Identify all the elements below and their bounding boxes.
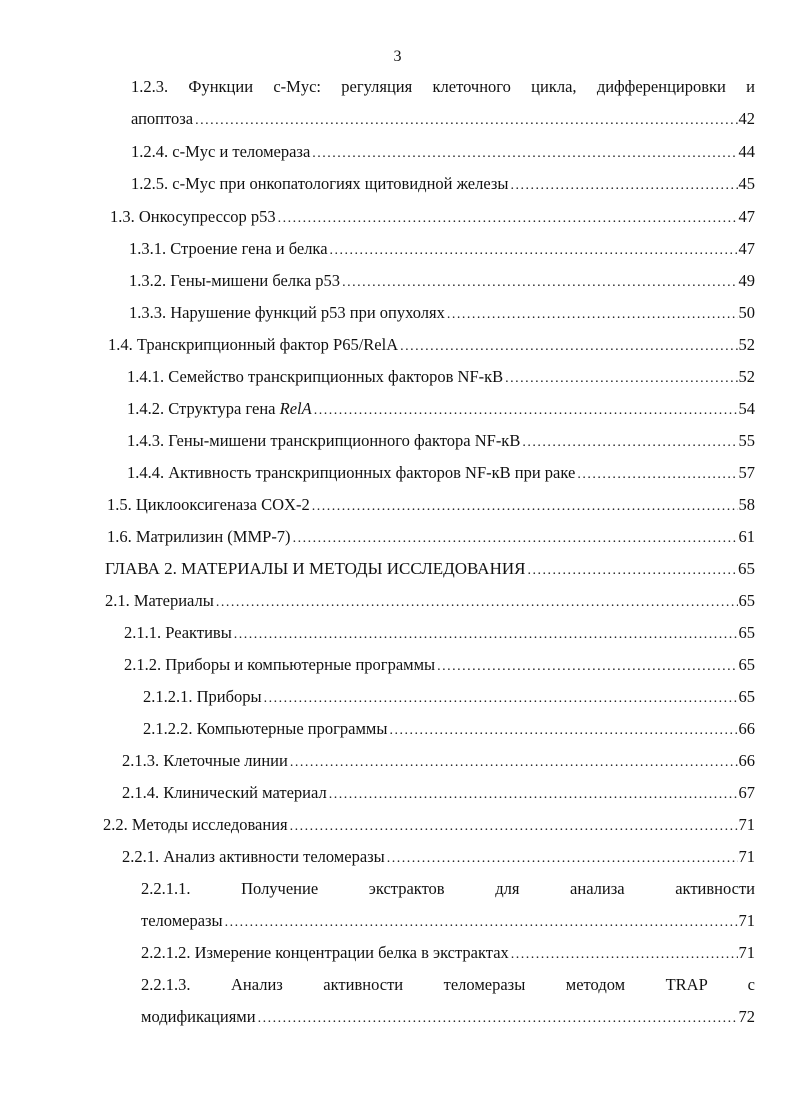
toc-page-number: 54: [738, 399, 755, 418]
toc-entry-text: 1.2.4. c-Myc и теломераза: [131, 142, 311, 161]
toc-entry-text: 1.4.4. Активность транскрипционных факторов NF-кB при раке: [127, 463, 576, 482]
toc-entry-2-2-1-2[interactable]: [141, 940, 755, 966]
toc-entry-text: 1.3. Онкосупрессор p53: [110, 207, 276, 226]
toc-entry-1-2-3-cont[interactable]: [131, 106, 755, 132]
dot-leader: [577, 462, 737, 488]
toc-entry-2-1[interactable]: [105, 588, 755, 614]
dot-leader: [293, 526, 738, 552]
toc-entry-text: теломеразы: [141, 911, 223, 930]
toc-entry-1-4-4[interactable]: [127, 460, 755, 486]
toc-page-number: 65: [738, 623, 755, 642]
dot-leader: [342, 270, 737, 296]
toc-entry-1-3-1[interactable]: [129, 236, 755, 262]
toc-entry-text: 1.4.3. Гены-мишени транскрипционного фактора NF-кB: [127, 431, 521, 450]
toc-entry-1-6[interactable]: [107, 524, 755, 550]
toc-entry-text: 1.2.5. c-Myc при онкопатологиях щитовидной железы: [131, 174, 509, 193]
dot-leader: [400, 334, 737, 360]
toc-page-number: 65: [738, 559, 755, 578]
toc-entry-text: 1.4.2. Структура гена RelA: [127, 399, 312, 418]
toc-entry-2-2[interactable]: [103, 812, 755, 838]
toc-page-number: 52: [738, 367, 755, 386]
dot-leader: [522, 430, 737, 456]
toc-entry-2-2-1-1-cont[interactable]: [141, 908, 755, 934]
toc-page-number: 72: [738, 1007, 755, 1026]
toc-entry-text: 2.1.4. Клинический материал: [122, 783, 327, 802]
toc-entry-2-2-1-3: [141, 972, 755, 998]
dot-leader: [278, 206, 738, 232]
toc-page-number: 50: [738, 303, 755, 322]
toc-page-number: 52: [738, 335, 755, 354]
toc-page-number: 65: [738, 655, 755, 674]
toc-entry-text: модификациями: [141, 1007, 256, 1026]
toc-entry-text: апоптоза: [131, 109, 194, 128]
toc-page-number: 47: [738, 239, 755, 258]
toc-page-number: 61: [738, 527, 755, 546]
toc-page-number: 45: [738, 174, 755, 193]
toc-entry-2-1-3[interactable]: [122, 748, 755, 774]
toc-page-number: 66: [738, 719, 755, 738]
dot-leader: [437, 654, 737, 680]
toc-entry-1-4[interactable]: [108, 332, 755, 358]
toc-entry-text: 1.6. Матрилизин (MMP-7): [107, 527, 291, 546]
dot-leader: [290, 814, 738, 840]
toc-entry-2-1-1[interactable]: [124, 620, 755, 646]
toc-entry-1-3-2[interactable]: [129, 268, 755, 294]
toc-page-number: 71: [738, 943, 755, 962]
dot-leader: [195, 108, 737, 134]
dot-leader: [314, 398, 738, 424]
toc-entry-text: ГЛАВА 2. МАТЕРИАЛЫ И МЕТОДЫ ИССЛЕДОВАНИЯ: [105, 559, 526, 578]
toc-entry-text: 2.2.1.2. Измерение концентрации белка в экстрактах: [141, 943, 509, 962]
toc-page-number: 67: [738, 783, 755, 802]
toc-page-number: 71: [738, 815, 755, 834]
toc-page-number: 47: [738, 207, 755, 226]
toc-entry-1-4-1[interactable]: [127, 364, 755, 390]
toc-entry-text: 1.3.1. Строение гена и белка: [129, 239, 328, 258]
toc-entry-2-2-1-3-cont[interactable]: [141, 1004, 755, 1030]
toc-entry-text: 2.1.2. Приборы и компьютерные программы: [124, 655, 436, 674]
toc-page-number: 49: [738, 271, 755, 290]
dot-leader: [290, 750, 738, 776]
toc-entry-2-1-4[interactable]: [122, 780, 755, 806]
toc-page-number: 66: [738, 751, 755, 770]
toc-page-number: 71: [738, 911, 755, 930]
dot-leader: [234, 622, 738, 648]
dot-leader: [527, 558, 737, 584]
dot-leader: [389, 718, 737, 744]
dot-leader: [225, 910, 738, 936]
toc-entry-2-2-1-1: [141, 876, 755, 902]
dot-leader: [258, 1006, 738, 1032]
dot-leader: [510, 173, 737, 199]
dot-leader: [387, 846, 738, 872]
dot-leader: [511, 942, 738, 968]
toc-entry-text: 2.1.2.1. Приборы: [143, 687, 262, 706]
page-number: 3: [393, 48, 402, 65]
toc-page-number: 65: [738, 687, 755, 706]
toc-entry-1-2-4[interactable]: [131, 139, 755, 165]
toc-entry-1-5[interactable]: [107, 492, 755, 518]
toc-entry-1-4-3[interactable]: [127, 428, 755, 454]
toc-entry-text: 2.2.1. Анализ активности теломеразы: [122, 847, 385, 866]
toc-entry-1-3[interactable]: [110, 204, 755, 230]
toc-entry-text: 1.3.3. Нарушение функций p53 при опухолях: [129, 303, 445, 322]
toc-page-number: 57: [738, 463, 755, 482]
toc-entry-text: 2.2.1.1. Получение экстрактов для анализа активности: [141, 879, 755, 898]
toc-entry-2-1-2-2[interactable]: [143, 716, 755, 742]
toc-page-number: 58: [738, 495, 755, 514]
toc-entry-1-2-5[interactable]: [131, 171, 755, 197]
dot-leader: [329, 782, 738, 808]
toc-entry-1-4-2[interactable]: [127, 396, 755, 422]
dot-leader: [447, 302, 738, 328]
dot-leader: [330, 238, 738, 264]
dot-leader: [216, 590, 738, 616]
toc-entry-chapter-2[interactable]: [105, 556, 755, 582]
toc-entry-text: 1.4.1. Семейство транскрипционных факторов NF-кB: [127, 367, 504, 386]
dot-leader: [505, 366, 737, 392]
toc-page-number: 42: [738, 109, 755, 128]
toc-entry-text: 2.1.3. Клеточные линии: [122, 751, 288, 770]
toc-entry-2-1-2[interactable]: [124, 652, 755, 678]
toc-entry-text: 2.2. Методы исследования: [103, 815, 288, 834]
toc-entry-text: 1.5. Циклооксигеназа COX-2: [107, 495, 310, 514]
dot-leader: [312, 141, 737, 167]
toc-entry-text: 1.3.2. Гены-мишени белка p53: [129, 271, 341, 290]
dot-leader: [312, 494, 738, 520]
toc-page-number: 65: [738, 591, 755, 610]
gene-name-italic: RelA: [279, 399, 312, 418]
toc-entry-text: 2.2.1.3. Анализ активности теломеразы методом TRAP с: [141, 975, 755, 994]
table-of-contents: [0, 74, 795, 1074]
dot-leader: [264, 686, 738, 712]
toc-page-number: 71: [738, 847, 755, 866]
toc-entry-2-2-1[interactable]: [122, 844, 755, 870]
toc-entry-text: 2.1.1. Реактивы: [124, 623, 232, 642]
toc-entry-text: 2.1.2.2. Компьютерные программы: [143, 719, 388, 738]
toc-entry-text: 1.4. Транскрипционный фактор P65/RelA: [108, 335, 399, 354]
toc-page-number: 44: [738, 142, 755, 161]
toc-page-number: 55: [738, 431, 755, 450]
toc-entry-text: 1.2.3. Функции c-Myc: регуляция клеточного цикла, дифференцировки и: [131, 77, 755, 96]
toc-entry-1-2-3: [131, 74, 755, 100]
toc-entry-2-1-2-1[interactable]: [143, 684, 755, 710]
toc-entry-1-3-3[interactable]: [129, 300, 755, 326]
toc-entry-text: 2.1. Материалы: [105, 591, 214, 610]
